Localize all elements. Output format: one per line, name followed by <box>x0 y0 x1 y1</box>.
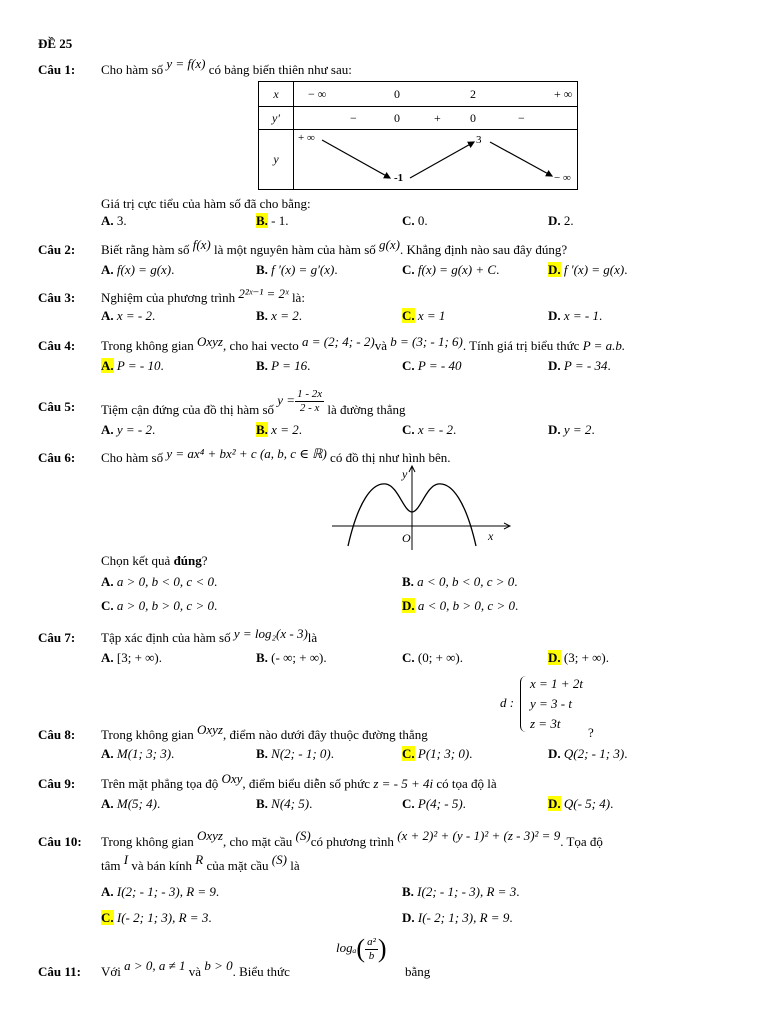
question-text: Trong không gian Oxyz, cho mặt cầu (S)có phương trình (x + 2)² + (y - 1)² + (z - 3)² = 9. Tọa độ <box>101 828 603 849</box>
option-d[interactable]: D. y = 2. <box>548 422 595 437</box>
option-a[interactable]: A. 3. <box>101 213 127 228</box>
option-c[interactable]: C. I(- 2; 1; 3), R = 3. <box>101 910 212 925</box>
option-a[interactable]: A. y = - 2. <box>101 422 156 437</box>
question-text: Nghiệm của phương trình 2²ˣ⁻¹ = 2ˣ là: <box>101 286 305 305</box>
question-label: Câu 3: <box>38 290 76 305</box>
x-axis-label: x <box>488 529 494 543</box>
option-b[interactable]: B. - 1. <box>256 213 289 228</box>
option-d[interactable]: D. 2. <box>548 213 574 228</box>
option-b[interactable]: B. a < 0, b < 0, c > 0. <box>402 574 518 589</box>
question-text: Tập xác định của hàm số y = log₂(x - 3)là <box>101 626 318 645</box>
question-label: Câu 10: <box>38 834 82 849</box>
variation-table: x − ∞ 0 2 + ∞ y′ − 0 + 0 − y + ∞ -1 3 − ∞ <box>258 81 578 190</box>
option-c[interactable]: C. P(4; - 5). <box>402 796 466 811</box>
option-a[interactable]: A. f(x) = g(x). <box>101 262 175 277</box>
question-label: Câu 2: <box>38 242 76 257</box>
option-c[interactable]: C. 0. <box>402 213 428 228</box>
question-label: Câu 6: <box>38 450 76 465</box>
question-text: tâm I và bán kính R của mặt cầu (S) là <box>101 852 300 873</box>
system-brace <box>520 676 527 732</box>
question-text: Biết rằng hàm số f(x) là một nguyên hàm của hàm số g(x). Khẳng định nào sau đây đúng? <box>101 237 568 257</box>
option-b[interactable]: B. f ′(x) = g′(x). <box>256 262 338 277</box>
variation-arrows <box>294 130 582 190</box>
option-b[interactable]: B. N(4; 5). <box>256 796 313 811</box>
option-b[interactable]: B. P = 16. <box>256 358 311 373</box>
question-label: Câu 5: <box>38 399 76 414</box>
option-b[interactable]: B. (- ∞; + ∞). <box>256 650 327 665</box>
option-c[interactable]: C. P(1; 3; 0). <box>402 746 473 761</box>
option-d[interactable]: D. I(- 2; 1; 3), R = 9. <box>402 910 513 925</box>
option-d[interactable]: D. a < 0, b > 0, c > 0. <box>402 598 519 613</box>
question-label: Câu 8: <box>38 727 76 742</box>
line-d-label: d : <box>500 695 515 710</box>
question-label: Câu 1: <box>38 62 76 77</box>
y-axis-label: y <box>402 467 408 481</box>
question-label: Câu 7: <box>38 630 76 645</box>
exam-title: ĐỀ 25 <box>38 36 73 51</box>
option-c[interactable]: C. P = - 40 <box>402 358 462 373</box>
option-d[interactable]: D. Q(- 5; 4). <box>548 796 614 811</box>
option-c[interactable]: C. f(x) = g(x) + C. <box>402 262 500 277</box>
option-d[interactable]: D. Q(2; - 1; 3). <box>548 746 628 761</box>
option-b[interactable]: B. I(2; - 1; - 3), R = 3. <box>402 884 520 899</box>
option-a[interactable]: A. a > 0, b < 0, c < 0. <box>101 574 218 589</box>
option-a[interactable]: A. P = - 10. <box>101 358 164 373</box>
option-c[interactable]: C. a > 0, b > 0, c > 0. <box>101 598 218 613</box>
quartic-graph <box>328 462 514 552</box>
question-label: Câu 11: <box>38 964 81 979</box>
question-text: Cho hàm số y = ax⁴ + bx² + c (a, b, c ∈ ℝ) có đồ thị như hình bên. <box>101 446 451 465</box>
question-label: Câu 9: <box>38 776 76 791</box>
option-a[interactable]: A. I(2; - 1; - 3), R = 9. <box>101 884 220 899</box>
option-a[interactable]: A. x = - 2. <box>101 308 156 323</box>
option-b[interactable]: B. x = 2. <box>256 422 302 437</box>
option-c[interactable]: C. x = - 2. <box>402 422 457 437</box>
option-d[interactable]: D. x = - 1. <box>548 308 603 323</box>
option-d[interactable]: D. P = - 34. <box>548 358 611 373</box>
option-b[interactable]: B. N(2; - 1; 0). <box>256 746 334 761</box>
question-text: Trong không gian Oxyz, điểm nào dưới đây thuộc đường thẳng <box>101 722 428 742</box>
option-d[interactable]: D. (3; + ∞). <box>548 650 610 665</box>
option-c[interactable]: C. x = 1 <box>402 308 446 323</box>
question-text: Với a > 0, a ≠ 1 và b > 0. Biểu thức <box>101 958 290 979</box>
option-c[interactable]: C. (0; + ∞). <box>402 650 464 665</box>
question-text: Cho hàm số y = f(x) có bảng biến thiên như sau: <box>101 56 352 77</box>
question-text: Trong không gian Oxyz, cho hai vecto a = (2; 4; - 2)và b = (3; - 1; 6). Tính giá trị biểu thức P = a.b. <box>101 334 626 353</box>
question-text: Chọn kết quả đúng? <box>101 553 208 568</box>
question-text: Tiệm cận đứng của đồ thị hàm số y = $\frac{1 - 2x}{2 - x}$ là đường thẳng <box>101 388 406 418</box>
question-label: Câu 4: <box>38 338 76 353</box>
option-a[interactable]: A. M(5; 4). <box>101 796 161 811</box>
question-text: bằng <box>405 964 431 979</box>
question-text: Trên mặt phẳng tọa độ Oxy, điểm biểu diễn số phức z = - 5 + 4i có tọa độ là <box>101 771 497 791</box>
question-text: Giá trị cực tiểu của hàm số đã cho bằng: <box>101 196 311 211</box>
option-a[interactable]: A. [3; + ∞). <box>101 650 163 665</box>
log-expression: logₐ( $\frac{\text{a²}}{b}$ ) <box>336 934 387 963</box>
option-a[interactable]: A. M(1; 3; 3). <box>101 746 175 761</box>
option-d[interactable]: D. f ′(x) = g(x). <box>548 262 628 277</box>
option-b[interactable]: B. x = 2. <box>256 308 302 323</box>
origin-label: O <box>402 531 411 545</box>
